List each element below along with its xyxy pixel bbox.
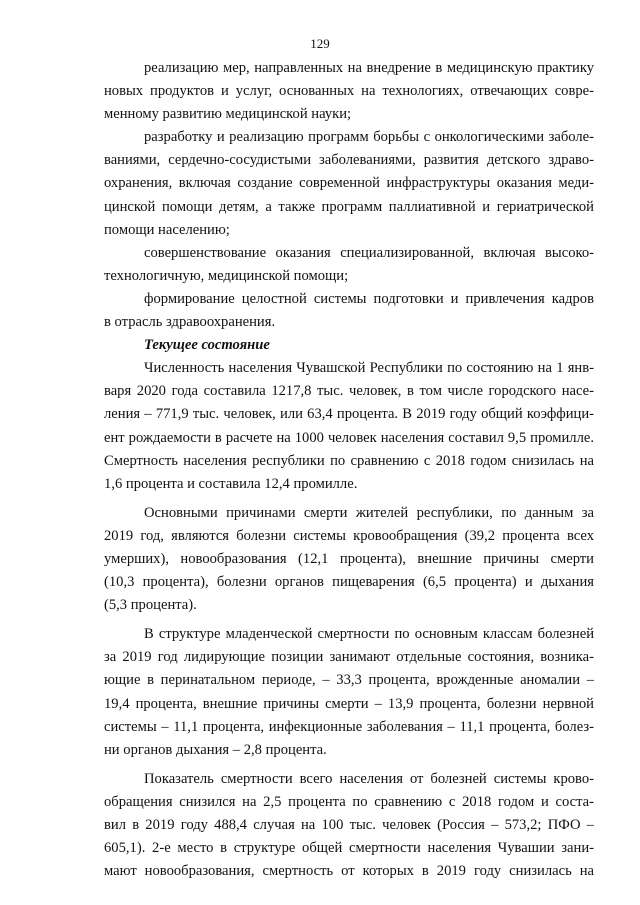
text-line: вил в 2019 году 488,4 случая на 100 тыс. человек (Россия – 573,2; ПФО – (104, 817, 594, 833)
paragraph-staff-training (104, 288, 594, 334)
text-line: реализацию мер, направленных на внедрение в медицинскую практику (144, 60, 594, 76)
text-line: за 2019 год лидирующие позиции занимают отдельные состояния, возника- (104, 649, 594, 666)
text-line: умерших), новообразования (12,1 процента), внешние причины смерти (104, 550, 594, 567)
text-line: 2019 год, являются болезни системы кровообращения (39,2 процента всех (104, 527, 594, 544)
section-heading: Текущее состояние (144, 337, 270, 354)
text-line: разработку и реализацию программ борьбы с онкологическими заболе- (144, 129, 594, 146)
text-line: варя 2020 года составила 1217,8 тыс. человек, в том числе городского насе- (104, 383, 594, 400)
paragraph-specialized-care (104, 242, 594, 288)
paragraph-disease-programs (104, 126, 594, 241)
text-line: 19,4 процента, внешние причины смерти – 13,9 процента, болезни нервной (104, 695, 594, 712)
text-line: цинской помощи детям, а также программ паллиативной и гериатрической (104, 198, 594, 215)
text-line: ления – 771,9 тыс. человек, или 63,4 процента. В 2019 году общий коэффици- (104, 406, 594, 423)
text-line: обращения снизился на 2,5 процента по сравнению с 2018 годом и соста- (104, 793, 594, 810)
text-line: помощи населению; (104, 221, 230, 238)
text-line: ющие в перинатальном периоде, – 33,3 процента, врожденные аномалии – (104, 672, 594, 689)
paragraph-population (104, 357, 594, 496)
paragraph-causes-of-death (104, 502, 594, 617)
text-line: технологичную, медицинской помощи; (104, 267, 349, 284)
text-line: менному развитию медицинской науки; (104, 106, 352, 123)
text-line: совершенствование оказания специализированной, включая высоко- (144, 244, 594, 261)
text-line: (5,3 процента). (104, 597, 197, 614)
text-line: мают новообразования, смертность от которых в 2019 году снизилась на (104, 863, 594, 880)
paragraph-infant-mortality (104, 623, 594, 762)
text-line: формирование целостной системы подготовки и привлечения кадров (144, 290, 594, 307)
text-line: В структуре младенческой смертности по основным классам болезней (144, 626, 594, 643)
paragraph-practice-implementation (104, 57, 594, 126)
text-line: 605,1). 2-е место в структуре общей смертности населения Чувашии зани- (104, 840, 594, 857)
page-number: 129 (310, 36, 330, 51)
text-line: охранения, включая создание современной инфраструктуры оказания меди- (104, 175, 594, 192)
text-line: Показатель смертности всего населения от болезней системы крово- (144, 770, 594, 787)
text-line: (10,3 процента), болезни органов пищеварения (6,5 процента) и дыхания (104, 574, 594, 591)
text-line: Численность населения Чувашской Республики по состоянию на 1 янв- (144, 360, 594, 377)
text-line: ент рождаемости в расчете на 1000 человек населения составил 9,5 промилле. (104, 429, 594, 446)
body-text (104, 57, 594, 883)
text-line: Основными причинами смерти жителей республики, по данным за (144, 504, 594, 521)
text-line: 1,6 процента и составила 12,4 промилле. (104, 475, 358, 492)
text-line: системы – 11,1 процента, инфекционные заболевания – 11,1 процента, болез- (104, 718, 594, 735)
text-line: Смертность населения республики по сравнению с 2018 годом снизилась на (104, 452, 594, 469)
paragraph-circulatory-mortality (104, 768, 594, 883)
text-line: ни органов дыхания – 2,8 процента. (104, 741, 327, 758)
text-line: в отрасль здравоохранения. (104, 314, 276, 331)
text-line: ваниями, сердечно-сосудистыми заболеваниями, развития детского здраво- (104, 152, 594, 169)
text-line: новых продуктов и услуг, основанных на технологиях, отвечающих совре- (104, 83, 594, 100)
